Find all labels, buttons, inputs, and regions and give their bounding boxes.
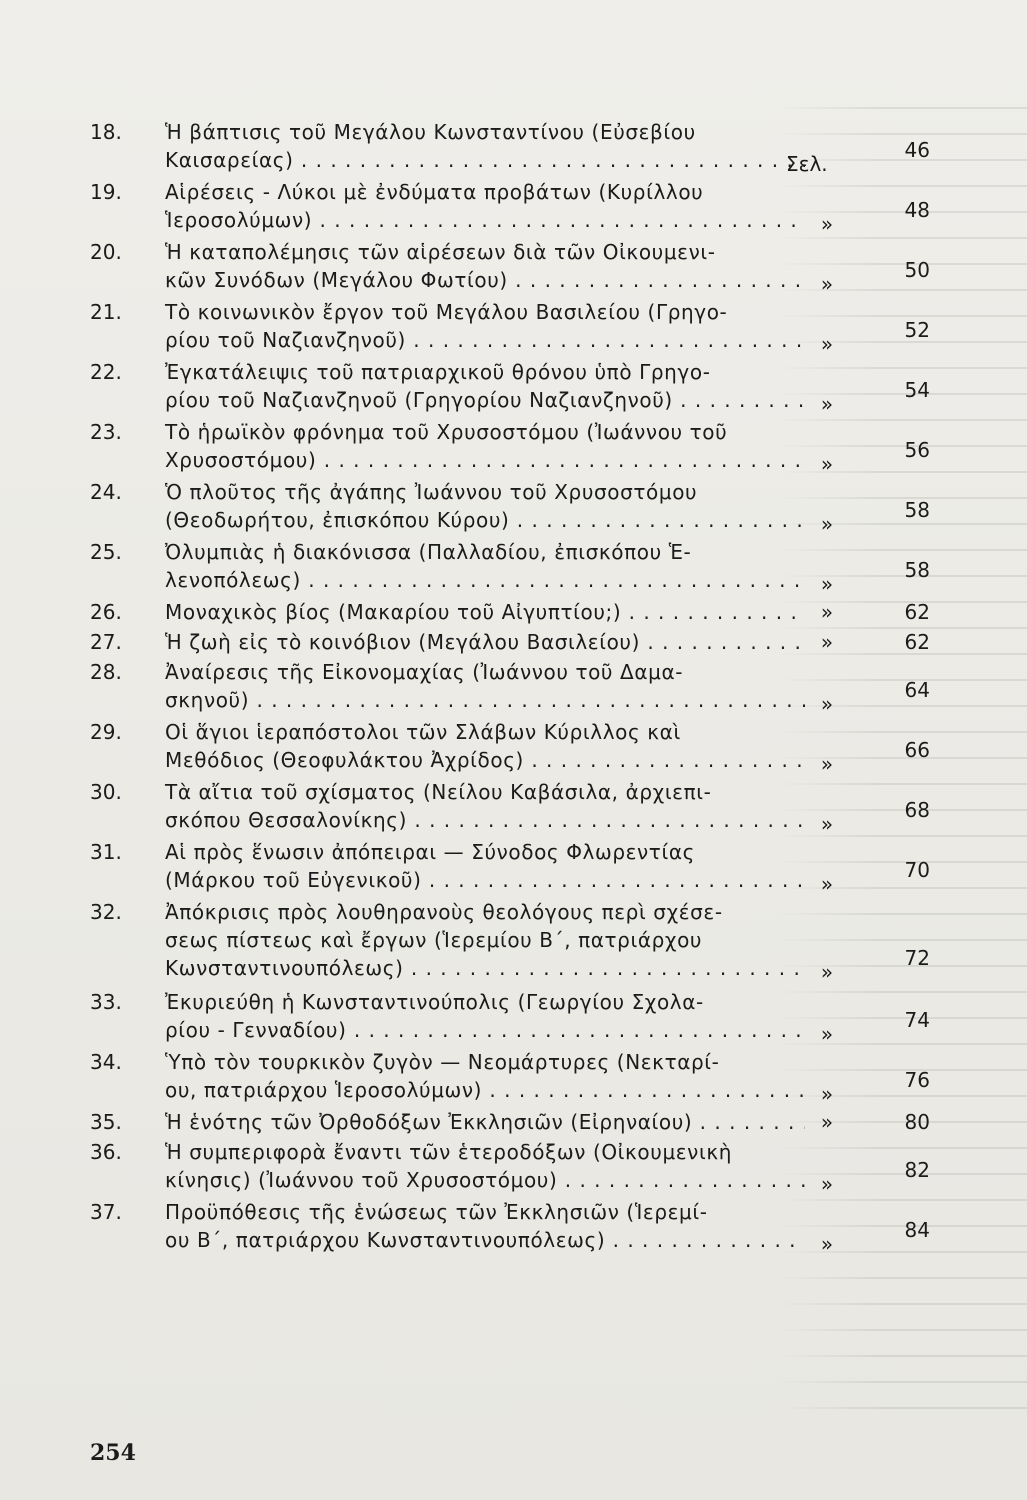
entry-number: 34.: [90, 1050, 122, 1074]
ditto-mark: »: [820, 392, 834, 416]
ditto-mark: »: [820, 872, 834, 896]
entry-title-line: (Μάρκου τοῦ Εὐγενικοῦ) . . .: [165, 866, 805, 894]
ditto-mark: »: [820, 960, 834, 984]
entry-number: 31.: [90, 840, 122, 864]
toc-entry: [0, 598, 1027, 626]
toc-entry: [0, 298, 1027, 354]
toc-entry: [0, 418, 1027, 474]
entry-title-line: Κωνσταντινουπόλεως) . . .: [165, 954, 805, 982]
entry-title-line: Ἡ συμπεριφορὰ ἔναντι τῶν ἑτεροδόξων (Οἰκουμενικὴ: [165, 1140, 732, 1164]
entry-page-number: 66: [904, 738, 930, 762]
entry-number: 27.: [90, 630, 122, 654]
entry-title-line: Ἡ ζωὴ εἰς τὸ κοινόβιον (Μεγάλου Βασιλείου) . . .: [165, 628, 805, 656]
entry-title-line: Ἐγκατάλειψις τοῦ πατριαρχικοῦ θρόνου ὑπὸ Γρηγο-: [165, 360, 711, 384]
toc-entry: [0, 1048, 1027, 1104]
entry-number: 18.: [90, 120, 122, 144]
entry-title-line: Προϋπόθεσις τῆς ἑνώσεως τῶν Ἐκκλησιῶν (Ἱερεμί-: [165, 1200, 708, 1224]
entry-page-number: 70: [904, 858, 930, 882]
toc-entry: [0, 988, 1027, 1044]
entry-title-line: Ἱεροσολύμων) . . .: [165, 206, 805, 234]
ditto-mark: »: [820, 752, 834, 776]
entry-title-line: Ἀπόκρισις πρὸς λουθηρανοὺς θεολόγους περὶ σχέσε-: [165, 900, 723, 924]
entry-title-line: (Θεοδωρήτου, ἐπισκόπου Κύρου) . . .: [165, 506, 805, 534]
entry-title-line: Ἐκυριεύθη ἡ Κωνσταντινούπολις (Γεωργίου Σχολα-: [165, 990, 704, 1014]
ditto-mark: »: [820, 1172, 834, 1196]
entry-title-line: ρίου - Γενναδίου) . . .: [165, 1016, 805, 1044]
entry-number: 20.: [90, 240, 122, 264]
entry-number: 35.: [90, 1110, 122, 1134]
entry-page-number: 80: [904, 1110, 930, 1134]
entry-title-line: κῶν Συνόδων (Μεγάλου Φωτίου) . . .: [165, 266, 805, 294]
entry-number: 22.: [90, 360, 122, 384]
entry-title-line: Ὀλυμπιὰς ἡ διακόνισσα (Παλλαδίου, ἐπισκόπου Ἑ-: [165, 540, 692, 564]
ditto-mark: »: [820, 1082, 834, 1106]
ditto-mark: »: [820, 452, 834, 476]
entry-title-line: ου Β΄, πατριάρχου Κωνσταντινουπόλεως) . . .: [165, 1226, 805, 1254]
entry-number: 37.: [90, 1200, 122, 1224]
entry-page-number: 62: [904, 600, 930, 624]
entry-title-line: ρίου τοῦ Ναζιανζηνοῦ (Γρηγορίου Ναζιανζηνοῦ) . . .: [165, 386, 805, 414]
entry-title-line: σεως πίστεως καὶ ἔργων (Ἱερεμίου Β΄, πατριάρχου: [165, 928, 703, 952]
entry-number: 28.: [90, 660, 122, 684]
page-label: Σελ.: [786, 152, 828, 176]
entry-page-number: 46: [904, 138, 930, 162]
entry-number: 21.: [90, 300, 122, 324]
toc-entry: [0, 238, 1027, 294]
entry-title-line: Τὸ κοινωνικὸν ἔργον τοῦ Μεγάλου Βασιλείου (Γρηγο-: [165, 300, 728, 324]
ditto-mark: »: [820, 512, 834, 536]
entry-title-line: Ἡ καταπολέμησις τῶν αἱρέσεων διὰ τῶν Οἰκουμενι-: [165, 240, 716, 264]
toc-entry: [0, 538, 1027, 594]
entry-page-number: 72: [904, 946, 930, 970]
toc-entry: [0, 1198, 1027, 1254]
entry-page-number: 58: [904, 498, 930, 522]
entry-page-number: 58: [904, 558, 930, 582]
ditto-mark: »: [820, 692, 834, 716]
entry-title-line: Ὁ πλοῦτος τῆς ἀγάπης Ἰωάννου τοῦ Χρυσοστόμου: [165, 480, 698, 504]
ditto-mark: »: [820, 332, 834, 356]
entry-title-line: κίνησις) (Ἰωάννου τοῦ Χρυσοστόμου) . . .: [165, 1166, 805, 1194]
toc-entry: [0, 118, 1027, 174]
entry-page-number: 82: [904, 1158, 930, 1182]
entry-number: 33.: [90, 990, 122, 1014]
toc-entry: [0, 1108, 1027, 1136]
entry-title-line: Μεθόδιος (Θεοφυλάκτου Ἀχρίδος) . . .: [165, 746, 805, 774]
entry-title-line: ου, πατριάρχου Ἱεροσολύμων) . . .: [165, 1076, 805, 1104]
entry-title-line: Οἱ ἅγιοι ἱεραπόστολοι τῶν Σλάβων Κύριλλος καὶ: [165, 720, 681, 744]
entry-title-line: Τὰ αἴτια τοῦ σχίσματος (Νείλου Καβάσιλα, ἀρχιεπι-: [165, 780, 712, 804]
entry-title-line: Χρυσοστόμου) . . .: [165, 446, 805, 474]
toc-entry: [0, 778, 1027, 834]
entry-title-line: Ἡ ἑνότης τῶν Ὀρθοδόξων Ἐκκλησιῶν (Εἰρηναίου) . . .: [165, 1108, 805, 1136]
entry-page-number: 50: [904, 258, 930, 282]
entry-page-number: 74: [904, 1008, 930, 1032]
entry-page-number: 48: [904, 198, 930, 222]
toc-entry: [0, 478, 1027, 534]
entry-number: 29.: [90, 720, 122, 744]
entry-title-line: Αἱ πρὸς ἕνωσιν ἀπόπειραι — Σύνοδος Φλωρεντίας: [165, 840, 695, 864]
entry-number: 32.: [90, 900, 122, 924]
entry-page-number: 56: [904, 438, 930, 462]
entry-title-line: Αἱρέσεις - Λύκοι μὲ ἐνδύματα προβάτων (Κυρίλλου: [165, 180, 704, 204]
ditto-mark: »: [820, 600, 834, 624]
entry-number: 36.: [90, 1140, 122, 1164]
toc-entry: [0, 358, 1027, 414]
entry-page-number: 62: [904, 630, 930, 654]
entry-title-line: Ἡ βάπτισις τοῦ Μεγάλου Κωνσταντίνου (Εὐσεβίου: [165, 120, 696, 144]
entry-number: 24.: [90, 480, 122, 504]
toc-entry: [0, 658, 1027, 714]
toc-entry: [0, 628, 1027, 656]
page-number: 254: [90, 1440, 136, 1466]
entry-title-line: Ὑπὸ τὸν τουρκικὸν ζυγὸν — Νεομάρτυρες (Νεκταρί-: [165, 1050, 720, 1074]
entry-title-line: Ἀναίρεσις τῆς Εἰκονομαχίας (Ἰωάννου τοῦ Δαμα-: [165, 660, 684, 684]
ditto-mark: »: [820, 1022, 834, 1046]
ditto-mark: »: [820, 630, 834, 654]
entry-number: 26.: [90, 600, 122, 624]
entry-title-line: λενοπόλεως) . . .: [165, 566, 805, 594]
entry-title-line: Καισαρείας) . . .: [165, 146, 805, 174]
entry-page-number: 52: [904, 318, 930, 342]
ditto-mark: »: [820, 572, 834, 596]
entry-title-line: Τὸ ἡρωϊκὸν φρόνημα τοῦ Χρυσοστόμου (Ἰωάννου τοῦ: [165, 420, 728, 444]
toc-entry: [0, 838, 1027, 894]
toc-entry: [0, 1138, 1027, 1194]
ditto-mark: »: [820, 272, 834, 296]
entry-number: 25.: [90, 540, 122, 564]
toc-entry: [0, 898, 1027, 982]
entry-title-line: ρίου τοῦ Ναζιανζηνοῦ) . . .: [165, 326, 805, 354]
toc-entry: [0, 178, 1027, 234]
entry-page-number: 64: [904, 678, 930, 702]
toc-entry: [0, 718, 1027, 774]
entry-title-line: Μοναχικὸς βίος (Μακαρίου τοῦ Αἰγυπτίου;) . . .: [165, 598, 805, 626]
entry-page-number: 76: [904, 1068, 930, 1092]
entry-number: 23.: [90, 420, 122, 444]
entry-page-number: 68: [904, 798, 930, 822]
entry-title-line: σκόπου Θεσσαλονίκης) . . .: [165, 806, 805, 834]
ditto-mark: »: [820, 212, 834, 236]
entry-page-number: 54: [904, 378, 930, 402]
entry-number: 30.: [90, 780, 122, 804]
entry-title-line: σκηνοῦ) . . .: [165, 686, 805, 714]
ditto-mark: »: [820, 812, 834, 836]
ditto-mark: »: [820, 1110, 834, 1134]
ditto-mark: »: [820, 1232, 834, 1256]
entry-page-number: 84: [904, 1218, 930, 1242]
entry-number: 19.: [90, 180, 122, 204]
